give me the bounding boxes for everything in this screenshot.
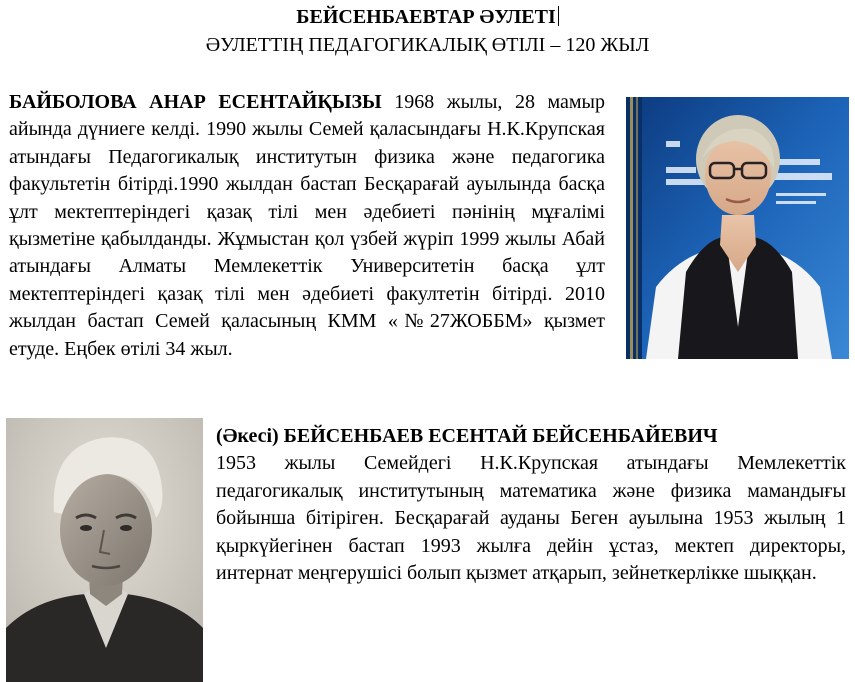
person1-paragraph [9,89,605,363]
page-subtitle: ӘУЛЕТТІҢ ПЕДАГОГИКАЛЫҚ ӨТІЛІ – 120 ЖЫЛ [205,34,650,56]
portrait-woman-image [626,97,849,359]
text-cursor [558,6,559,26]
person1-name: БАЙБОЛОВА АНАР ЕСЕНТАЙҚЫЗЫ [9,91,382,113]
person2-text: 1953 жылы Семейдегі Н.К.Крупская атындағы Мемлекеттік педагогикалық институтының математика және физика мамандығы бойынша бітіріген. Бесқарағай ауданы Беген ауылына 1953 жылың 1 қыркүйегінен бастап 1993 жылға дейін ұстаз, мектеп директоры, интернат меңгерушісі болып қызмет атқарып, зейнеткерлікке шыққан. [216,452,846,585]
page-title [0,4,855,30]
portrait-woman-photo [626,97,849,359]
person2-name: (Әкесі) БЕЙСЕНБАЕВ ЕСЕНТАЙ БЕЙСЕНБАЙЕВИЧ [216,425,718,447]
person1-text: 1968 жылы, 28 мамыр айында дүниеге келді. 1990 жылы Семей қаласындағы Н.К.Крупская атындағы Педагогикалық институтын физика және педагогика факультетін бітірді.1990 жылдан бастап Бесқарағай ауылында басқа ұлт мектептеріндегі қазақ тілі мен әдебиеті пәнінің мұғалімі қызметіне қабылданды. Жұмыстан қол үзбей жүріп 1999 жылы Абай атындағы Алматы Мемлекеттік Университетін басқа ұлт мектептеріндегі қазақ тілі мен әдебиеті факултетін бітірді. 2010 жылдан бастап Семей қаласының КММ «№27ЖОББМ» қызмет етуде. Еңбек өтілі 34 жыл. [9,91,605,360]
portrait-man-image [6,418,203,682]
portrait-man-photo [6,418,203,682]
person2-paragraph [216,423,846,587]
page-title-text: БЕЙСЕНБАЕВТАР ӘУЛЕТІ [296,6,556,28]
